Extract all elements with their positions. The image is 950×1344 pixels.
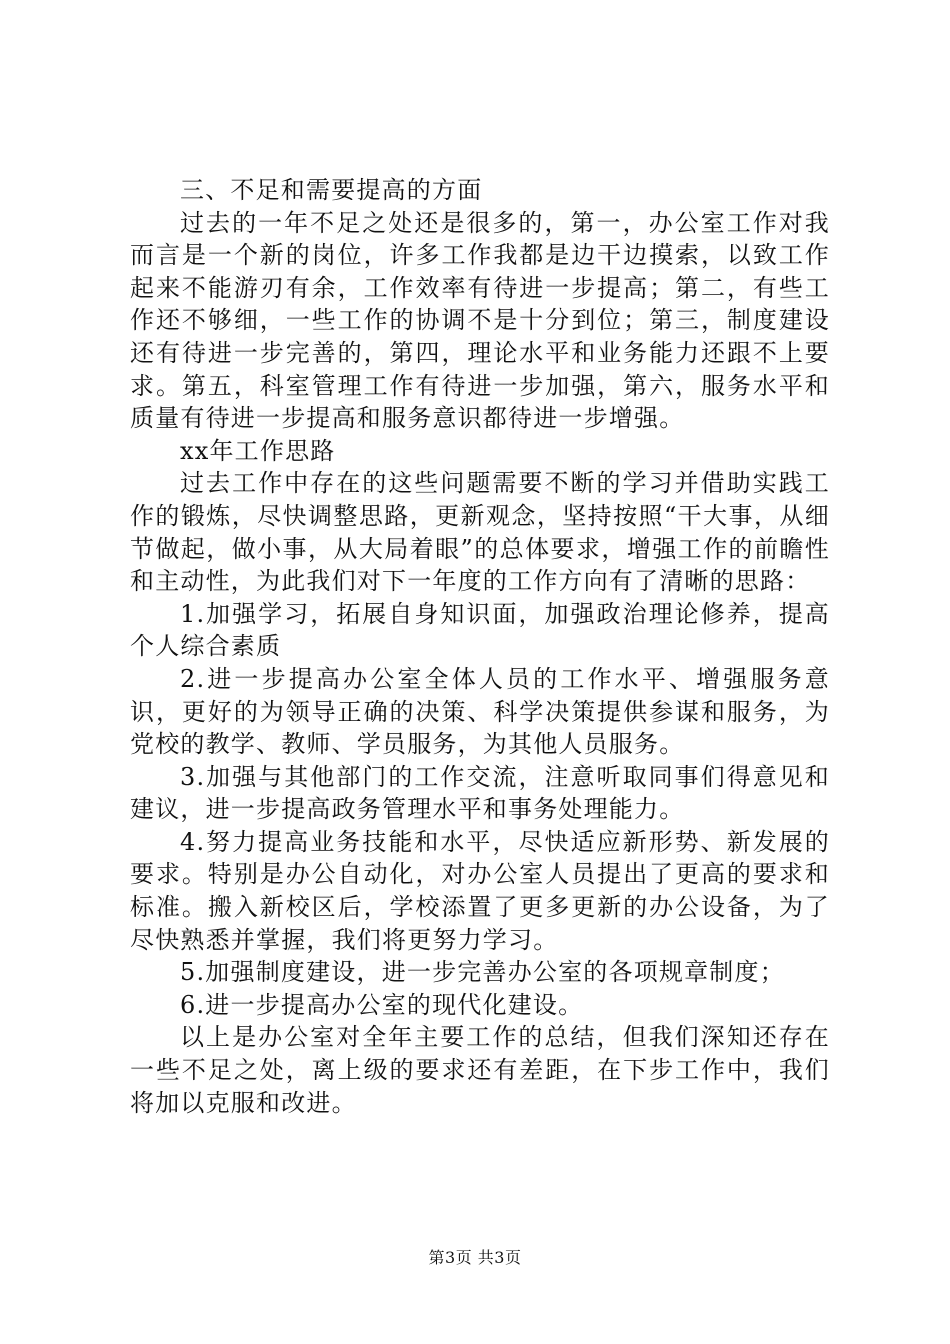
list-item-1: 1.加强学习，拓展自身知识面，加强政治理论修养，提高个人综合素质 [130,599,830,661]
list-item-2: 2.进一步提高办公室全体人员的工作水平、增强服务意识，更好的为领导正确的决策、科学决策提供参谋和服务，为党校的教学、教师、学员服务，为其他人员服务。 [130,664,830,759]
list-item-6: 6.进一步提高办公室的现代化建设。 [180,990,584,1019]
list-item-4: 4.努力提高业务技能和水平，尽快适应新形势、新发展的要求。特别是办公自动化，对办公室人员提出了更高的要求和标准。搬入新校区后，学校添置了更多更新的办公设备，为了尽快熟悉并掌握，我们将更努力学习。 [130,827,830,954]
document-body [130,174,830,1119]
page-number-footer: 第3页 共3页 [428,1248,522,1267]
paragraph-work-plan-intro: 过去工作中存在的这些问题需要不断的学习并借助实践工作的锻炼，尽快调整思路，更新观念，坚持按照“干大事，从细节做起，做小事，从大局着眼”的总体要求，增强工作的前瞻性和主动性，为此我们对下一年度的工作方向有了清晰的思路： [130,469,830,596]
list-item-3: 3.加强与其他部门的工作交流，注意听取同事们得意见和建议，进一步提高政务管理水平和事务处理能力。 [130,762,830,824]
paragraph-shortcomings: 过去的一年不足之处还是很多的，第一，办公室工作对我而言是一个新的岗位，许多工作我都是边干边摸索，以致工作起来不能游刃有余，工作效率有待进一步提高；第二，有些工作还不够细，一些工作的协调不是十分到位；第三，制度建设还有待进一步完善的，第四，理论水平和业务能力还跟不上要求。第五，科室管理工作有待进一步加强，第六，服务水平和质量有待进一步提高和服务意识都待进一步增强。 [130,208,830,433]
list-item-5: 5.加强制度建设，进一步完善办公室的各项规章制度； [180,958,785,987]
section-heading-shortcomings: 三、不足和需要提高的方面 [180,176,483,204]
paragraph-conclusion: 以上是办公室对全年主要工作的总结，但我们深知还存在一些不足之处，离上级的要求还有差距，在下步工作中，我们将加以克服和改进。 [130,1023,830,1117]
section-heading-work-plan: xx年工作思路 [180,436,336,465]
